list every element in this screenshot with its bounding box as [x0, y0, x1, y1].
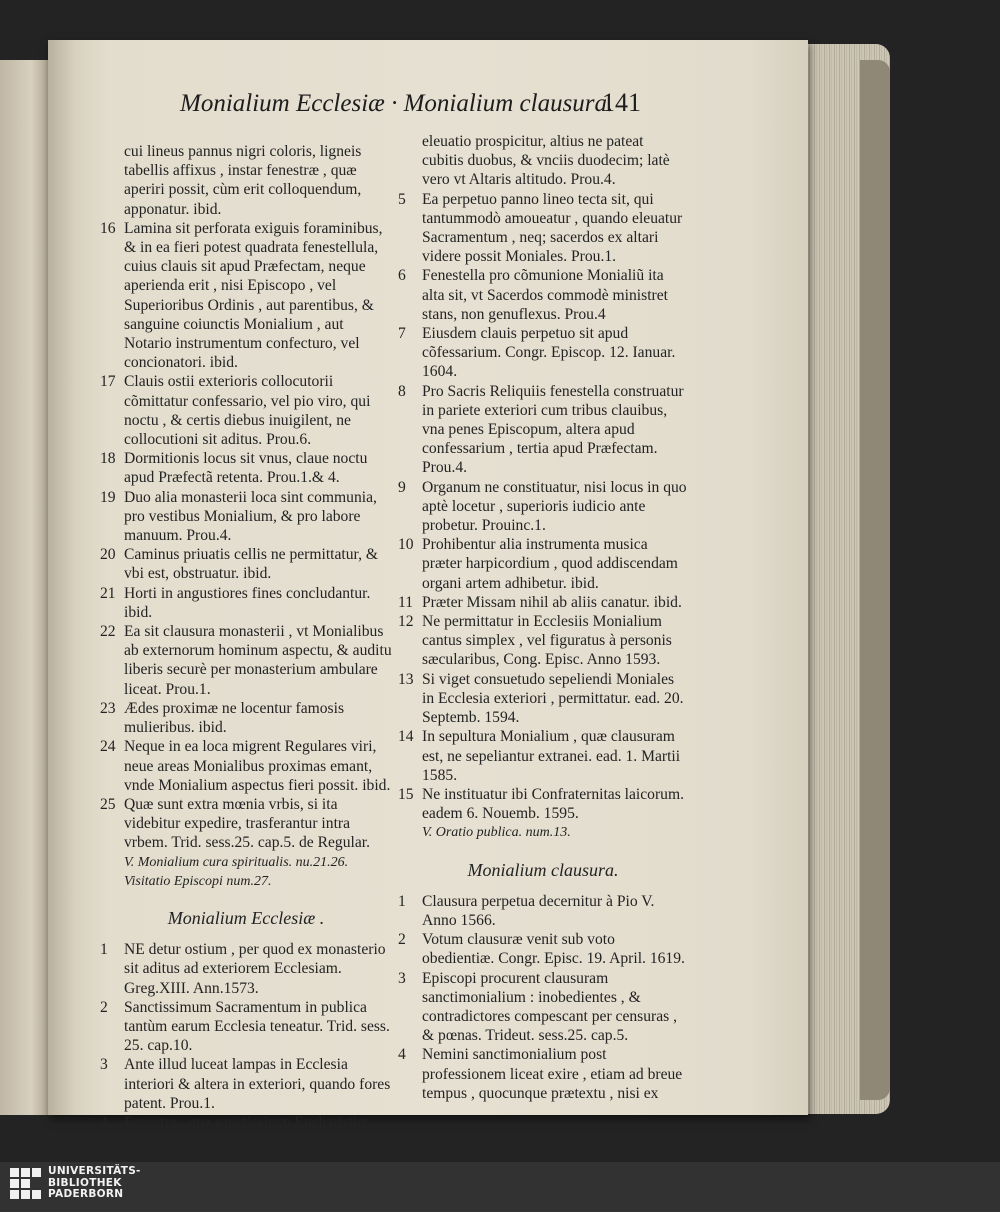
entry-item — [100, 1055, 392, 1113]
entry-text: Dormitionis locus sit vnus, claue noctu apud Præfectã retenta. Prou.1.& 4. — [124, 450, 368, 487]
entry-item — [100, 737, 392, 795]
entry-item — [398, 727, 688, 785]
entry-item — [398, 892, 688, 930]
entry-text: Episcopi procurent clausuram sanctimonialium : inobedientes , & contradictores compescant per censuras , & pœnas. Trideut. sess.25. cap.5. — [422, 969, 678, 1045]
entry-item — [398, 382, 688, 478]
entry-number: 1 — [398, 892, 406, 910]
cross-reference: V. Monialium cura spiritualis. nu.21.26. — [124, 854, 349, 870]
entry-item — [100, 940, 392, 998]
entry-text: Eiusdem clauis perpetuo sit apud cõfessarium. Congr. Episcop. 12. Ianuar. 1604. — [422, 325, 676, 381]
entry-number: 25 — [100, 795, 116, 813]
entry-text: In sepultura Monialium , quæ clausuram est, ne sepeliantur extranei. ead. 1. Martii 1585. — [422, 728, 681, 784]
entry-number: 4 — [100, 1113, 108, 1131]
entry-number: 13 — [398, 670, 414, 688]
continued-text: eleuatio prospicitur, altius ne pateat cubitis duobus, & vnciis duodecim; latè vero vt Altaris altitudo. Prou.4. — [422, 133, 670, 189]
entry-text: Neque in ea loca migrent Regulares viri, neue areas Monialibus proximas emant, vnde Monialium aspectus fieri possit. ibid. — [124, 738, 391, 794]
entry-number: 20 — [100, 546, 116, 564]
entry-text: Ante illud luceat lampas in Ecclesia interiori & altera in exteriori, quando fores patent. Prou.1. — [124, 1056, 391, 1112]
entry-text: Si viget consuetudo sepeliendi Moniales in Ecclesia exteriori , permittatur. ead. 20. Septemb. 1594. — [422, 670, 684, 727]
entry-text: Lamina sit perforata exiguis foraminibus, & in ea fieri potest quadrata fenestellula, cuius clauis sit apud Præfectam, neque aperienda erit , nisi Episcopo , vel Superioribus Ordinis , aut parentibus, & sanguine coiunctis Monialium , aut Notario instrumentum confecturo, vel concionatori. ibid. — [124, 219, 383, 372]
entry-item — [398, 612, 688, 670]
entry-text: Caminus priuatis cellis ne permittatur, & vbi est, obstruatur. ibid. — [124, 546, 379, 583]
entry-item — [398, 969, 688, 1046]
entry-item — [398, 324, 688, 382]
entry-number: 3 — [100, 1056, 108, 1074]
entry-text: Ne instituatur ibi Confraternitas laicorum. eadem 6. Nouemb. 1595. — [422, 785, 684, 823]
section-heading: Monialium Ecclesiæ . — [167, 907, 325, 928]
left-column — [100, 142, 392, 1132]
library-name-line: BIBLIOTHEK — [48, 1176, 122, 1189]
entry-list — [398, 190, 688, 824]
entry-number: 22 — [100, 623, 116, 641]
entry-text: NE detur ostium , per quod ex monasterio sit aditus ad exteriorem Ecclesiam. Greg.XIII. Ann.1573. — [124, 941, 386, 997]
entry-number: 1 — [100, 941, 108, 959]
entry-number: 10 — [398, 536, 414, 554]
entry-text: Prohibentur alia instrumenta musica præter harpicordium , quod addiscendam organi artem adhibetur. ibid. — [422, 536, 678, 592]
library-name — [48, 1166, 141, 1201]
entry-item — [398, 266, 688, 324]
left-page-edge — [0, 60, 52, 1115]
entry-number: 6 — [398, 267, 406, 285]
entry-text: Ædes proximæ ne locentur famosis mulieribus. ibid. — [124, 699, 345, 737]
entry-item — [398, 1045, 688, 1103]
entry-text: Clauis ostii exterioris collocutorii cõmittatur confessario, vel pio viro, qui noctu , & certis diebus inuigilent, ne collocutioni sit aditus. Prou.6. — [124, 373, 371, 449]
entry-text: Ea sit clausura monasterii , vt Monialibus ab externorum hominum aspectu, & auditu liberis securè per monasterium ambulare liceat. Prou.1. — [124, 623, 392, 698]
book-cover-edge — [860, 60, 890, 1100]
entry-item — [100, 488, 392, 546]
entry-number: 3 — [398, 969, 406, 987]
cross-reference: Visitatio Episcopi num.27. — [124, 873, 272, 889]
entry-text: Fenestra , qua sanctissimæ Eucharistiæ — [124, 1113, 368, 1131]
entry-item — [100, 449, 392, 487]
entry-list — [100, 219, 392, 853]
entry-number: 19 — [100, 488, 116, 506]
entry-number: 15 — [398, 785, 414, 803]
entry-text: Quæ sunt extra mœnia vrbis, si ita videbitur expedire, trasferantur intra vrbem. Trid. sess.25. cap.5. de Regular. — [124, 795, 371, 852]
entry-text: Horti in angustiores fines concludantur. ibid. — [124, 584, 371, 621]
entry-number: 5 — [398, 190, 406, 208]
entry-number: 16 — [100, 219, 116, 237]
library-name-line: UNIVERSITÄTS- — [48, 1165, 141, 1177]
entry-number: 24 — [100, 738, 116, 756]
library-footer — [0, 1162, 1000, 1212]
entry-item — [398, 593, 688, 612]
entry-list — [398, 892, 688, 1103]
entry-number: 8 — [398, 382, 406, 400]
entry-item — [398, 930, 688, 968]
entry-text: Præter Missam nihil ab aliis canatur. ibid. — [422, 593, 682, 611]
entry-item — [100, 219, 392, 373]
entry-text: Duo alia monasterii loca sint communia, pro vestibus Monialium, & pro labore manuum. Prou.4. — [124, 488, 377, 545]
entry-item — [398, 478, 688, 536]
entry-list — [100, 940, 392, 1132]
entry-number: 14 — [398, 728, 414, 746]
entry-item — [100, 372, 392, 449]
entry-number: 2 — [100, 998, 108, 1016]
right-column — [398, 132, 688, 1103]
entry-number: 2 — [398, 931, 406, 949]
entry-text: Fenestella pro cõmunione Monialiũ ita alta sit, vt Sacerdos commodè ministret stans, non genuflexus. Prou.4 — [422, 267, 668, 323]
entry-number: 9 — [398, 478, 406, 496]
entry-number: 12 — [398, 613, 414, 631]
entry-number: 7 — [398, 325, 406, 343]
entry-item — [398, 535, 688, 593]
entry-number: 17 — [100, 373, 116, 391]
page-number: 141 — [602, 88, 641, 117]
entry-text: Organum ne constituatur, nisi locus in quo aptè locetur , superioris iudicio ante probetur. Prouinc.1. — [422, 478, 687, 535]
entry-text: Clausura perpetua decernitur à Pio V. Anno 1566. — [422, 892, 655, 929]
entry-item — [100, 795, 392, 853]
entry-item — [100, 545, 392, 583]
running-header: Monialium Ecclesiæ · Monialium clausura. — [180, 90, 614, 117]
entry-item — [100, 699, 392, 737]
entry-item — [100, 584, 392, 622]
entry-item — [398, 785, 688, 823]
entry-item — [100, 1113, 392, 1132]
entry-number: 23 — [100, 699, 116, 717]
entry-number: 18 — [100, 450, 116, 468]
entry-number: 11 — [398, 593, 414, 611]
entry-text: Pro Sacris Reliquiis fenestella construatur in pariete exteriori cum tribus clauibus, vna penes Episcopum, altera apud confessarium , tertia apud Præfectam. Prou.4. — [422, 382, 684, 477]
entry-item — [100, 622, 392, 699]
entry-number: 21 — [100, 584, 116, 602]
entry-text: Ne permittatur in Ecclesiis Monialium cantus simplex , vel figuratus à personis sæcularibus, Cong. Episc. Anno 1593. — [422, 613, 672, 669]
entry-text: Sanctissimum Sacramentum in publica tantùm earum Ecclesia teneatur. Trid. sess. 25. cap.10. — [124, 998, 390, 1055]
entry-number: 4 — [398, 1046, 406, 1064]
library-name-line: PADERBORN — [48, 1188, 124, 1200]
cross-reference: V. Oratio publica. num.13. — [422, 825, 571, 841]
entry-item — [398, 670, 688, 728]
continued-text: cui lineus pannus nigri coloris, ligneis tabellis affixus , instar fenestræ , quæ aperiri possit, cùm erit colloquendum, apponatur. ibid. — [124, 143, 362, 218]
entry-item — [398, 190, 688, 267]
section-heading: Monialium clausura. — [467, 859, 619, 880]
entry-item — [100, 998, 392, 1056]
entry-text: Nemini sanctimonialium post professionem liceat exire , etiam ad breue tempus , quocunque prætextu , nisi ex — [422, 1046, 683, 1102]
entry-text: Votum clausuræ venit sub voto obedientiæ. Congr. Episc. 19. April. 1619. — [422, 931, 685, 968]
entry-text: Ea perpetuo panno lineo tecta sit, qui tantummodò amoueatur , quando eleuatur Sacramentum , neq; sacerdos ex altari videre possit Moniales. Prou.1. — [422, 190, 683, 266]
